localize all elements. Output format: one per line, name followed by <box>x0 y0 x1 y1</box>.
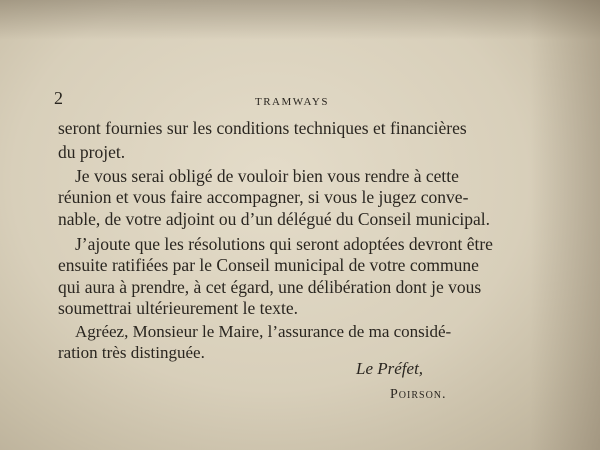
body-line: J’ajoute que les résolutions qui seront adoptées devront être <box>75 234 493 254</box>
signature-name: Poirson. <box>390 387 447 402</box>
body-line: qui aura à prendre, à cet égard, une délibération dont je vous <box>58 277 482 297</box>
body-line: ration très distinguée. <box>58 343 205 362</box>
page-shadow-right <box>530 0 600 450</box>
running-title: TRAMWAYS <box>255 96 329 108</box>
body-line: nable, de votre adjoint ou d’un délégué du Conseil municipal. <box>58 209 491 229</box>
signature-title: Le Préfet, <box>356 359 424 378</box>
body-line: du projet. <box>58 142 126 162</box>
body-line: soumettrai ultérieurement le texte. <box>58 298 299 318</box>
body-line: Agréez, Monsieur le Maire, l’assurance de ma considé- <box>75 322 452 341</box>
page-number: 2 <box>54 88 63 108</box>
body-line: réunion et vous faire accompagner, si vous le jugez conve- <box>58 187 469 207</box>
body-line: Je vous serai obligé de vouloir bien vous rendre à cette <box>75 166 459 186</box>
body-line: seront fournies sur les conditions techniques et financières <box>58 118 467 138</box>
body-line: ensuite ratifiées par le Conseil municipal de votre commune <box>58 255 479 275</box>
page-shadow-top <box>0 0 600 40</box>
